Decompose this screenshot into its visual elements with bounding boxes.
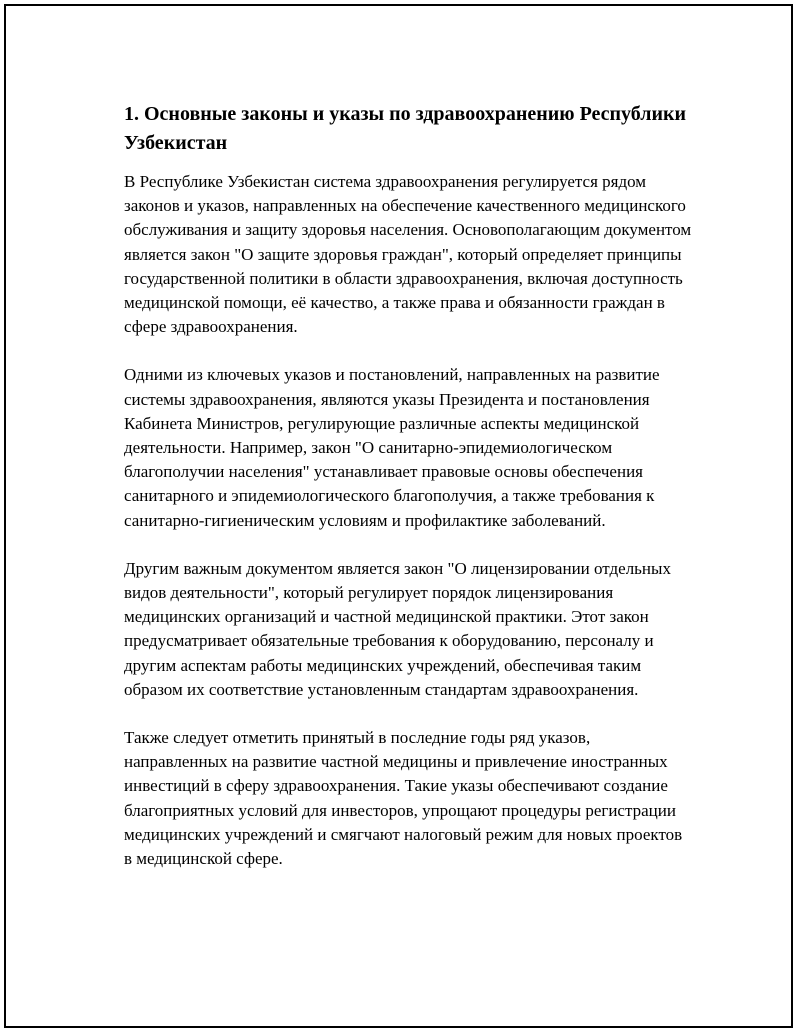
paragraph-2: Одними из ключевых указов и постановлений, направленных на развитие системы здравоохранения, являются указы Президента и постановления Кабинета Министров, регулирующие различные аспекты медицинской деятельности. Например, закон "О санитарно-эпидемиологическом благополучии населения" устанавливает правовые основы обеспечения санитарного и эпидемиологического благополучия, а также требования к санитарно-гигиеническим условиям и профилактике заболеваний. bbox=[124, 365, 660, 530]
document-body bbox=[124, 100, 694, 895]
paragraph-1: В Республике Узбекистан система здравоохранения регулируется рядом законов и указов, направленных на обеспечение качественного медицинского обслуживания и защиту здоровья населения. Основополагающим документом является закон "О защите здоровья граждан", который определяет принципы государственной политики в области здравоохранения, включая доступность медицинской помощи, её качество, а также права и обязанности граждан в сфере здравоохранения. bbox=[124, 172, 692, 337]
paragraph-3: Другим важным документом является закон "О лицензировании отдельных видов деятельности", который регулирует порядок лицензирования медицинских организаций и частной медицинской практики. Этот закон предусматривает обязательные требования к оборудованию, персоналу и другим аспектам работы медицинских учреждений, обеспечивая таким образом их соответствие установленным стандартам здравоохранения. bbox=[124, 558, 671, 699]
section-title: 1. Основные законы и указы по здравоохранению Республики Узбекистан bbox=[124, 103, 687, 154]
page-frame bbox=[4, 4, 793, 1028]
paragraph-4: Также следует отметить принятый в последние годы ряд указов, направленных на развитие частной медицины и привлечение иностранных инвестиций в сферу здравоохранения. Такие указы обеспечивают создание благоприятных условий для инвесторов, упрощают процедуры регистрации медицинских учреждений и смягчают налоговый режим для новых проектов в медицинской сфере. bbox=[124, 728, 683, 869]
